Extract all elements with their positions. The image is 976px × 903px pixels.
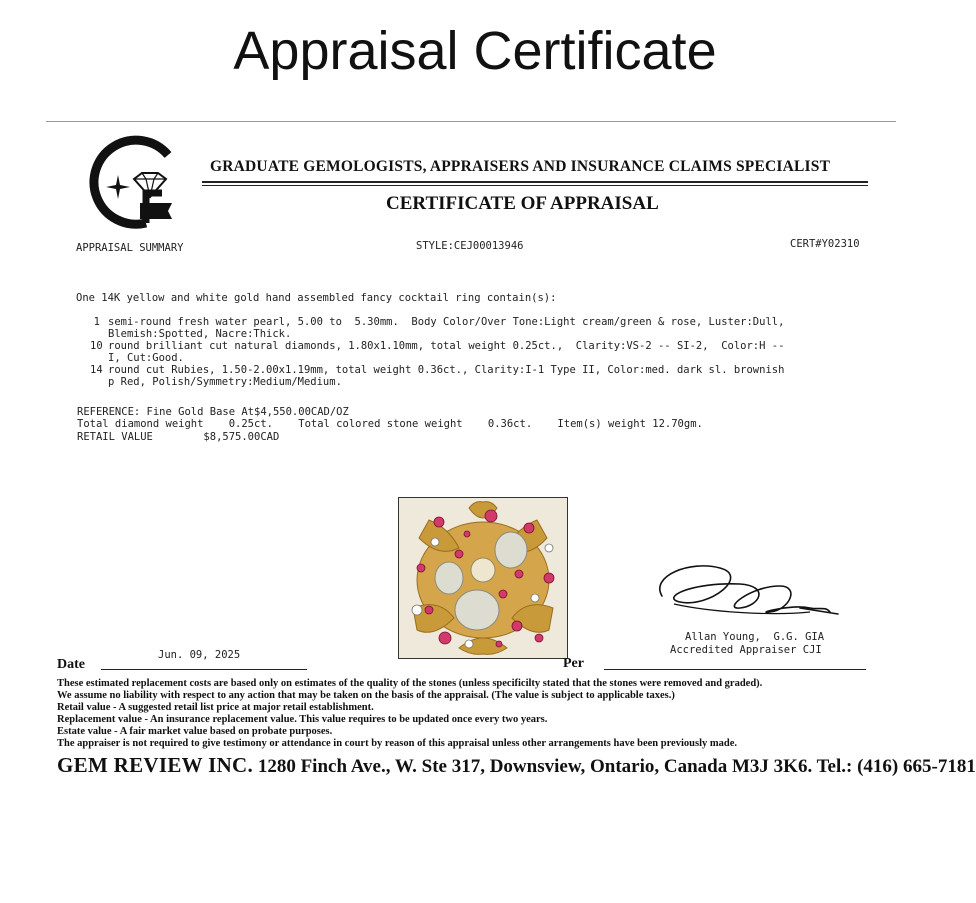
item-line: round brilliant cut natural diamonds, 1.80x1.10mm, total weight 0.25ct., Clarity:VS-2 -- SI-2, Color:H -- [108,340,785,352]
item-line: I, Cut:Good. [108,352,184,364]
disclaimer-note: Retail value - A suggested retail list price at major retail establishment. [57,702,374,713]
date-underline [101,669,307,670]
per-label: Per [563,656,584,671]
reference-line: REFERENCE: Fine Gold Base At$4,550.00CAD/OZ [77,406,349,418]
company-name: GEM REVIEW INC. [57,753,254,777]
style-code: STYLE:CEJ00013946 [416,240,524,252]
ring-photo [398,497,568,659]
appraiser-signature [650,556,850,626]
ring-illustration [399,498,567,658]
list-item [90,316,784,340]
item-intro: One 14K yellow and white gold hand assembled fancy cocktail ring contain(s): [76,292,557,304]
list-item [90,340,784,364]
retail-value-line: RETAIL VALUE $8,575.00CAD [77,431,280,443]
header-line: GRADUATE GEMOLOGISTS, APPRAISERS AND INSURANCE CLAIMS SPECIALIST [210,158,831,175]
list-item [90,364,784,388]
disclaimer-note: Replacement value - An insurance replacement value. This value requires to be updated once every two years. [57,714,548,725]
company-address: 1280 Finch Ave., W. Ste 317, Downsview, Ontario, Canada M3J 3K6. [257,756,813,777]
item-line: Blemish:Spotted, Nacre:Thick. [108,328,292,340]
disclaimer-note: Estate value - A fair market value based on probate purposes. [57,726,333,737]
header-rule-thick [202,181,868,183]
logo-pedestal [140,203,172,219]
signature-underline [604,669,866,670]
item-qty: 1 [93,316,100,328]
item-line: p Red, Polish/Symmetry:Medium/Medium. [108,376,342,388]
disclaimer-note: These estimated replacement costs are based only on estimates of the quality of the stones (unless specificilty stated that the stones were removed and graded). [57,678,763,689]
disclaimer-note: We assume no liability with respect to any action that may be taken on the basis of the appraisal. (The value is subject to applicable taxes.) [57,690,675,701]
top-divider [46,121,896,122]
header-rule-thin [202,185,868,186]
item-line: round cut Rubies, 1.50-2.00x1.19mm, total weight 0.36ct., Clarity:I-1 Type II, Color:med. dark sl. brownish [108,364,785,376]
totals-line: Total diamond weight 0.25ct. Total colored stone weight 0.36ct. Item(s) weight 12.70gm. [77,418,703,430]
gemologist-logo [84,133,184,233]
item-qty: 14 [90,364,103,376]
item-line: semi-round fresh water pearl, 5.00 to 5.30mm. Body Color/Over Tone:Light cream/green & rose, Luster:Dull, [108,316,785,328]
cert-number: CERT#Y02310 [790,238,860,250]
appraiser-name: Allan Young, G.G. GIA [685,631,825,643]
item-qty: 10 [90,340,103,352]
appraisal-summary-label: APPRAISAL SUMMARY [76,242,184,254]
sparkle-icon [106,175,130,199]
date-value: Jun. 09, 2025 [158,649,241,661]
appraiser-title: Accredited Appraiser CJI [670,644,822,656]
certificate-heading: CERTIFICATE OF APPRAISAL [386,193,659,214]
page-title: Appraisal Certificate [233,21,717,81]
disclaimer-note: The appraiser is not required to give testimony or attendance in court by reason of this appraisal unless other arrangements have been previously made. [57,738,737,749]
date-label: Date [57,657,85,672]
company-phone: Tel.: (416) 665-7181 [816,756,976,777]
footer-contact [57,753,976,778]
